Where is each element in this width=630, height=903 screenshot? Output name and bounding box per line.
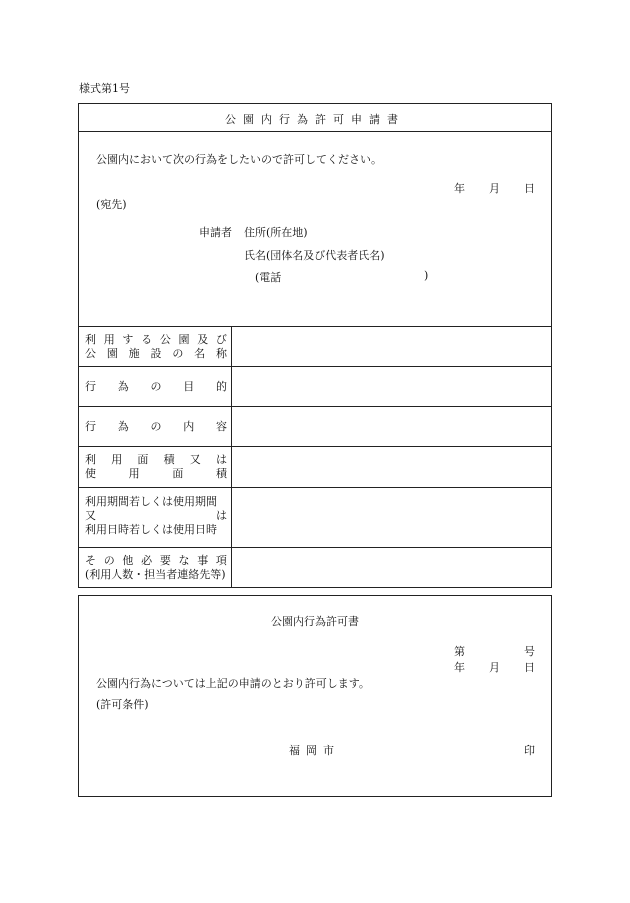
- label-line: [85, 333, 227, 347]
- application-title: 公園内行為許可申請書: [225, 113, 405, 126]
- label-char: 他: [122, 554, 134, 567]
- label-char: の: [150, 380, 162, 393]
- permit-date-day-label: 日: [524, 661, 535, 674]
- label-char: 又: [189, 453, 201, 466]
- application-form: [78, 103, 552, 588]
- label-char: 要: [159, 554, 171, 567]
- label-line: [85, 347, 227, 361]
- label-char: は: [216, 509, 227, 522]
- label-char: 事: [197, 554, 209, 567]
- permit-number-prefix: 第: [454, 645, 465, 658]
- period-label: [85, 495, 227, 537]
- label-char: 用: [103, 333, 115, 346]
- label-line: 利用日時若しくは使用日時: [85, 523, 217, 536]
- permit-lead-text: 公園内行為については上記の申請のとおり許可します。: [96, 677, 370, 690]
- label-line: (利用人数・担当者連絡先等): [85, 568, 226, 581]
- row-divider: [79, 446, 551, 447]
- label-line: [85, 554, 227, 568]
- label-char: は: [215, 453, 227, 466]
- label-char: 行: [85, 420, 96, 433]
- label-char: 目: [183, 380, 195, 393]
- label-line: [85, 420, 227, 434]
- label-char: 積: [163, 453, 175, 466]
- label-char: 内: [183, 420, 195, 433]
- address-label: 住所(所在地): [244, 226, 308, 239]
- phone-close-paren: ): [424, 269, 429, 282]
- label-char: の: [150, 420, 162, 433]
- label-char: 施: [128, 347, 140, 360]
- label-char: の: [172, 347, 184, 360]
- date-month-label: 月: [489, 182, 500, 195]
- label-char: び: [215, 333, 227, 346]
- table-top-border: [79, 326, 551, 327]
- label-char: 設: [150, 347, 162, 360]
- form-number: 様式第1号: [79, 82, 130, 95]
- label-line: [85, 509, 227, 523]
- name-label: 氏名(団体名及び代表者氏名): [244, 249, 385, 262]
- seal-mark: 印: [524, 744, 535, 757]
- label-char: す: [122, 333, 134, 346]
- permit-form: [78, 595, 552, 797]
- row-divider: [79, 487, 551, 488]
- permit-title: 公園内行為許可書: [271, 615, 359, 628]
- label-char: 面: [137, 453, 149, 466]
- label-char: な: [178, 554, 190, 567]
- label-char: 用: [111, 453, 123, 466]
- label-line: [85, 380, 227, 394]
- date-day-label: 日: [524, 182, 535, 195]
- issuer-name: 福岡市: [289, 744, 340, 757]
- label-char: 用: [128, 467, 140, 480]
- label-char: 項: [215, 554, 227, 567]
- label-char: 園: [106, 347, 118, 360]
- park-name-label: [85, 333, 227, 361]
- label-char: 公: [85, 347, 96, 360]
- label-char: 利: [85, 333, 96, 346]
- addressee-label: (宛先): [96, 198, 127, 211]
- permit-date-month-label: 月: [489, 661, 500, 674]
- label-char: 為: [117, 380, 129, 393]
- label-char: 面: [172, 467, 184, 480]
- label-char: 使: [85, 467, 96, 480]
- label-char: る: [141, 333, 153, 346]
- label-char: 公: [159, 333, 171, 346]
- label-char: 必: [141, 554, 153, 567]
- label-line: [85, 453, 227, 467]
- label-char: 又: [85, 509, 96, 522]
- label-char: 的: [216, 380, 227, 393]
- label-char: 積: [215, 467, 227, 480]
- content-label: [85, 420, 227, 434]
- label-char: 利: [85, 453, 96, 466]
- application-lead-text: 公園内において次の行為をしたいので許可してください。: [96, 153, 382, 166]
- label-char: 為: [117, 420, 129, 433]
- title-divider: [79, 131, 551, 132]
- label-char: 行: [85, 380, 96, 393]
- applicant-label: 申請者: [199, 226, 232, 239]
- label-line: 利用期間若しくは使用期間: [85, 495, 217, 508]
- row-divider: [79, 547, 551, 548]
- row-divider: [79, 406, 551, 407]
- label-char: 称: [215, 347, 227, 360]
- area-label: [85, 453, 227, 481]
- label-char: の: [103, 554, 115, 567]
- purpose-label: [85, 380, 227, 394]
- label-char: そ: [85, 554, 96, 567]
- row-divider: [79, 366, 551, 367]
- permit-number-suffix: 号: [524, 645, 535, 658]
- phone-label: (電話: [255, 271, 282, 284]
- label-line: [85, 467, 227, 481]
- label-char: 容: [216, 420, 227, 433]
- permit-conditions-label: (許可条件): [96, 698, 149, 711]
- label-char: 及: [197, 333, 209, 346]
- permit-date-year-label: 年: [454, 661, 465, 674]
- label-char: 園: [178, 333, 190, 346]
- other-matters-label: [85, 554, 227, 582]
- label-char: 名: [194, 347, 206, 360]
- date-year-label: 年: [454, 182, 465, 195]
